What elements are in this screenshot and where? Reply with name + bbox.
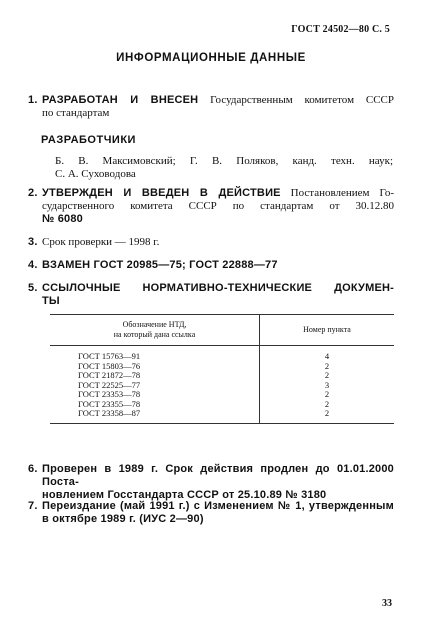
item-2-line-1 [42, 187, 394, 200]
table-cell-clause: 4 [324, 351, 330, 361]
item-5-line-2: ТЫ [42, 295, 60, 307]
item-1-caps: РАЗРАБОТАН И ВНЕСЕН [42, 94, 199, 106]
table-cell-clause: 2 [324, 370, 330, 380]
item-6-line-1: Проверен в 1989 г. Срок действия продлен до 01.01.2000 Поста- [42, 463, 394, 488]
standard-code-header: ГОСТ 24502—80 С. 5 [291, 24, 390, 35]
table-row [50, 346, 394, 362]
table-header-clause: Номер пункта [260, 315, 395, 346]
item-2-line-3: № 6080 [42, 213, 83, 225]
table-cell-clause: 2 [260, 409, 395, 423]
item-3 [28, 236, 394, 249]
item-7-line-1: Переиздание (май 1991 г.) с Изменением № 1, утвержденным [42, 500, 394, 512]
table-cell-clause: 3 [324, 379, 330, 390]
item-5-number: 5. [28, 282, 38, 294]
table-cell-document: ГОСТ 23353—78 [50, 390, 260, 400]
item-6-line-2: новлением Госстандарта СССР от 25.10.89 № 3180 [42, 489, 327, 501]
item-1-line-2: по стандартам [42, 107, 110, 119]
item-2-line-2: сударственного комитета СССР по стандартам от 30.12.80 [42, 200, 394, 212]
table-cell-clause: 2 [324, 360, 330, 371]
item-5 [28, 282, 394, 308]
item-2-rest: Постановлением Го- [280, 187, 394, 199]
item-1-number: 1. [28, 94, 38, 106]
item-2-number: 2. [28, 187, 38, 199]
developers-line-2: С. А. Суховодова [55, 168, 136, 180]
table-cell-document: ГОСТ 15763—91 [50, 346, 260, 362]
item-7 [28, 500, 394, 526]
table-cell-document: ГОСТ 15803—76 [50, 362, 260, 372]
item-4 [28, 259, 394, 272]
item-4-rest: ГОСТ 20985—75; ГОСТ 22888—77 [90, 259, 278, 271]
item-2-caps: УТВЕРЖДЕН И ВВЕДЕН В ДЕЙСТВИЕ [42, 187, 281, 199]
page-number: 33 [382, 598, 392, 609]
item-2 [28, 187, 394, 226]
table-header-document [50, 315, 260, 346]
item-7-line-2: в октябре 1989 г. (ИУС 2—90) [42, 513, 204, 525]
item-7-number: 7. [28, 500, 38, 512]
item-3-text: Срок проверки — 1998 г. [42, 236, 160, 248]
table-cell-document: ГОСТ 21872—78 [50, 371, 260, 381]
item-3-number: 3. [28, 236, 38, 248]
table-row [50, 409, 394, 423]
reference-table [50, 314, 394, 424]
item-1-line-1 [42, 94, 394, 107]
item-1-rest: Государственным комитетом СССР [198, 94, 394, 106]
item-6-number: 6. [28, 463, 38, 475]
table-cell-clause: 2 [324, 398, 330, 409]
developers-line-1: Б. В. Максимовский; Г. В. Поляков, канд. техн. наук; [55, 155, 393, 167]
item-4-text [42, 259, 394, 272]
table-header-document-line-2: на который дана ссылка [113, 330, 196, 339]
item-4-caps: ВЗАМЕН [42, 259, 91, 271]
table-cell-document: ГОСТ 23358—87 [50, 409, 260, 423]
table-cell-clause: 2 [324, 389, 330, 399]
developers-heading: РАЗРАБОТЧИКИ [41, 134, 136, 146]
table-header-document-line-1: Обозначение НТД, [122, 320, 187, 329]
table-cell-document: ГОСТ 23355—78 [50, 400, 260, 410]
developers-list [55, 155, 393, 181]
item-6 [28, 463, 394, 502]
table-cell-document: ГОСТ 22525—77 [50, 381, 260, 391]
section-title: ИНФОРМАЦИОННЫЕ ДАННЫЕ [116, 52, 306, 64]
item-4-number: 4. [28, 259, 38, 271]
item-5-line-1: ССЫЛОЧНЫЕ НОРМАТИВНО-ТЕХНИЧЕСКИЕ ДОКУМЕН- [42, 282, 394, 294]
item-1 [28, 94, 394, 120]
